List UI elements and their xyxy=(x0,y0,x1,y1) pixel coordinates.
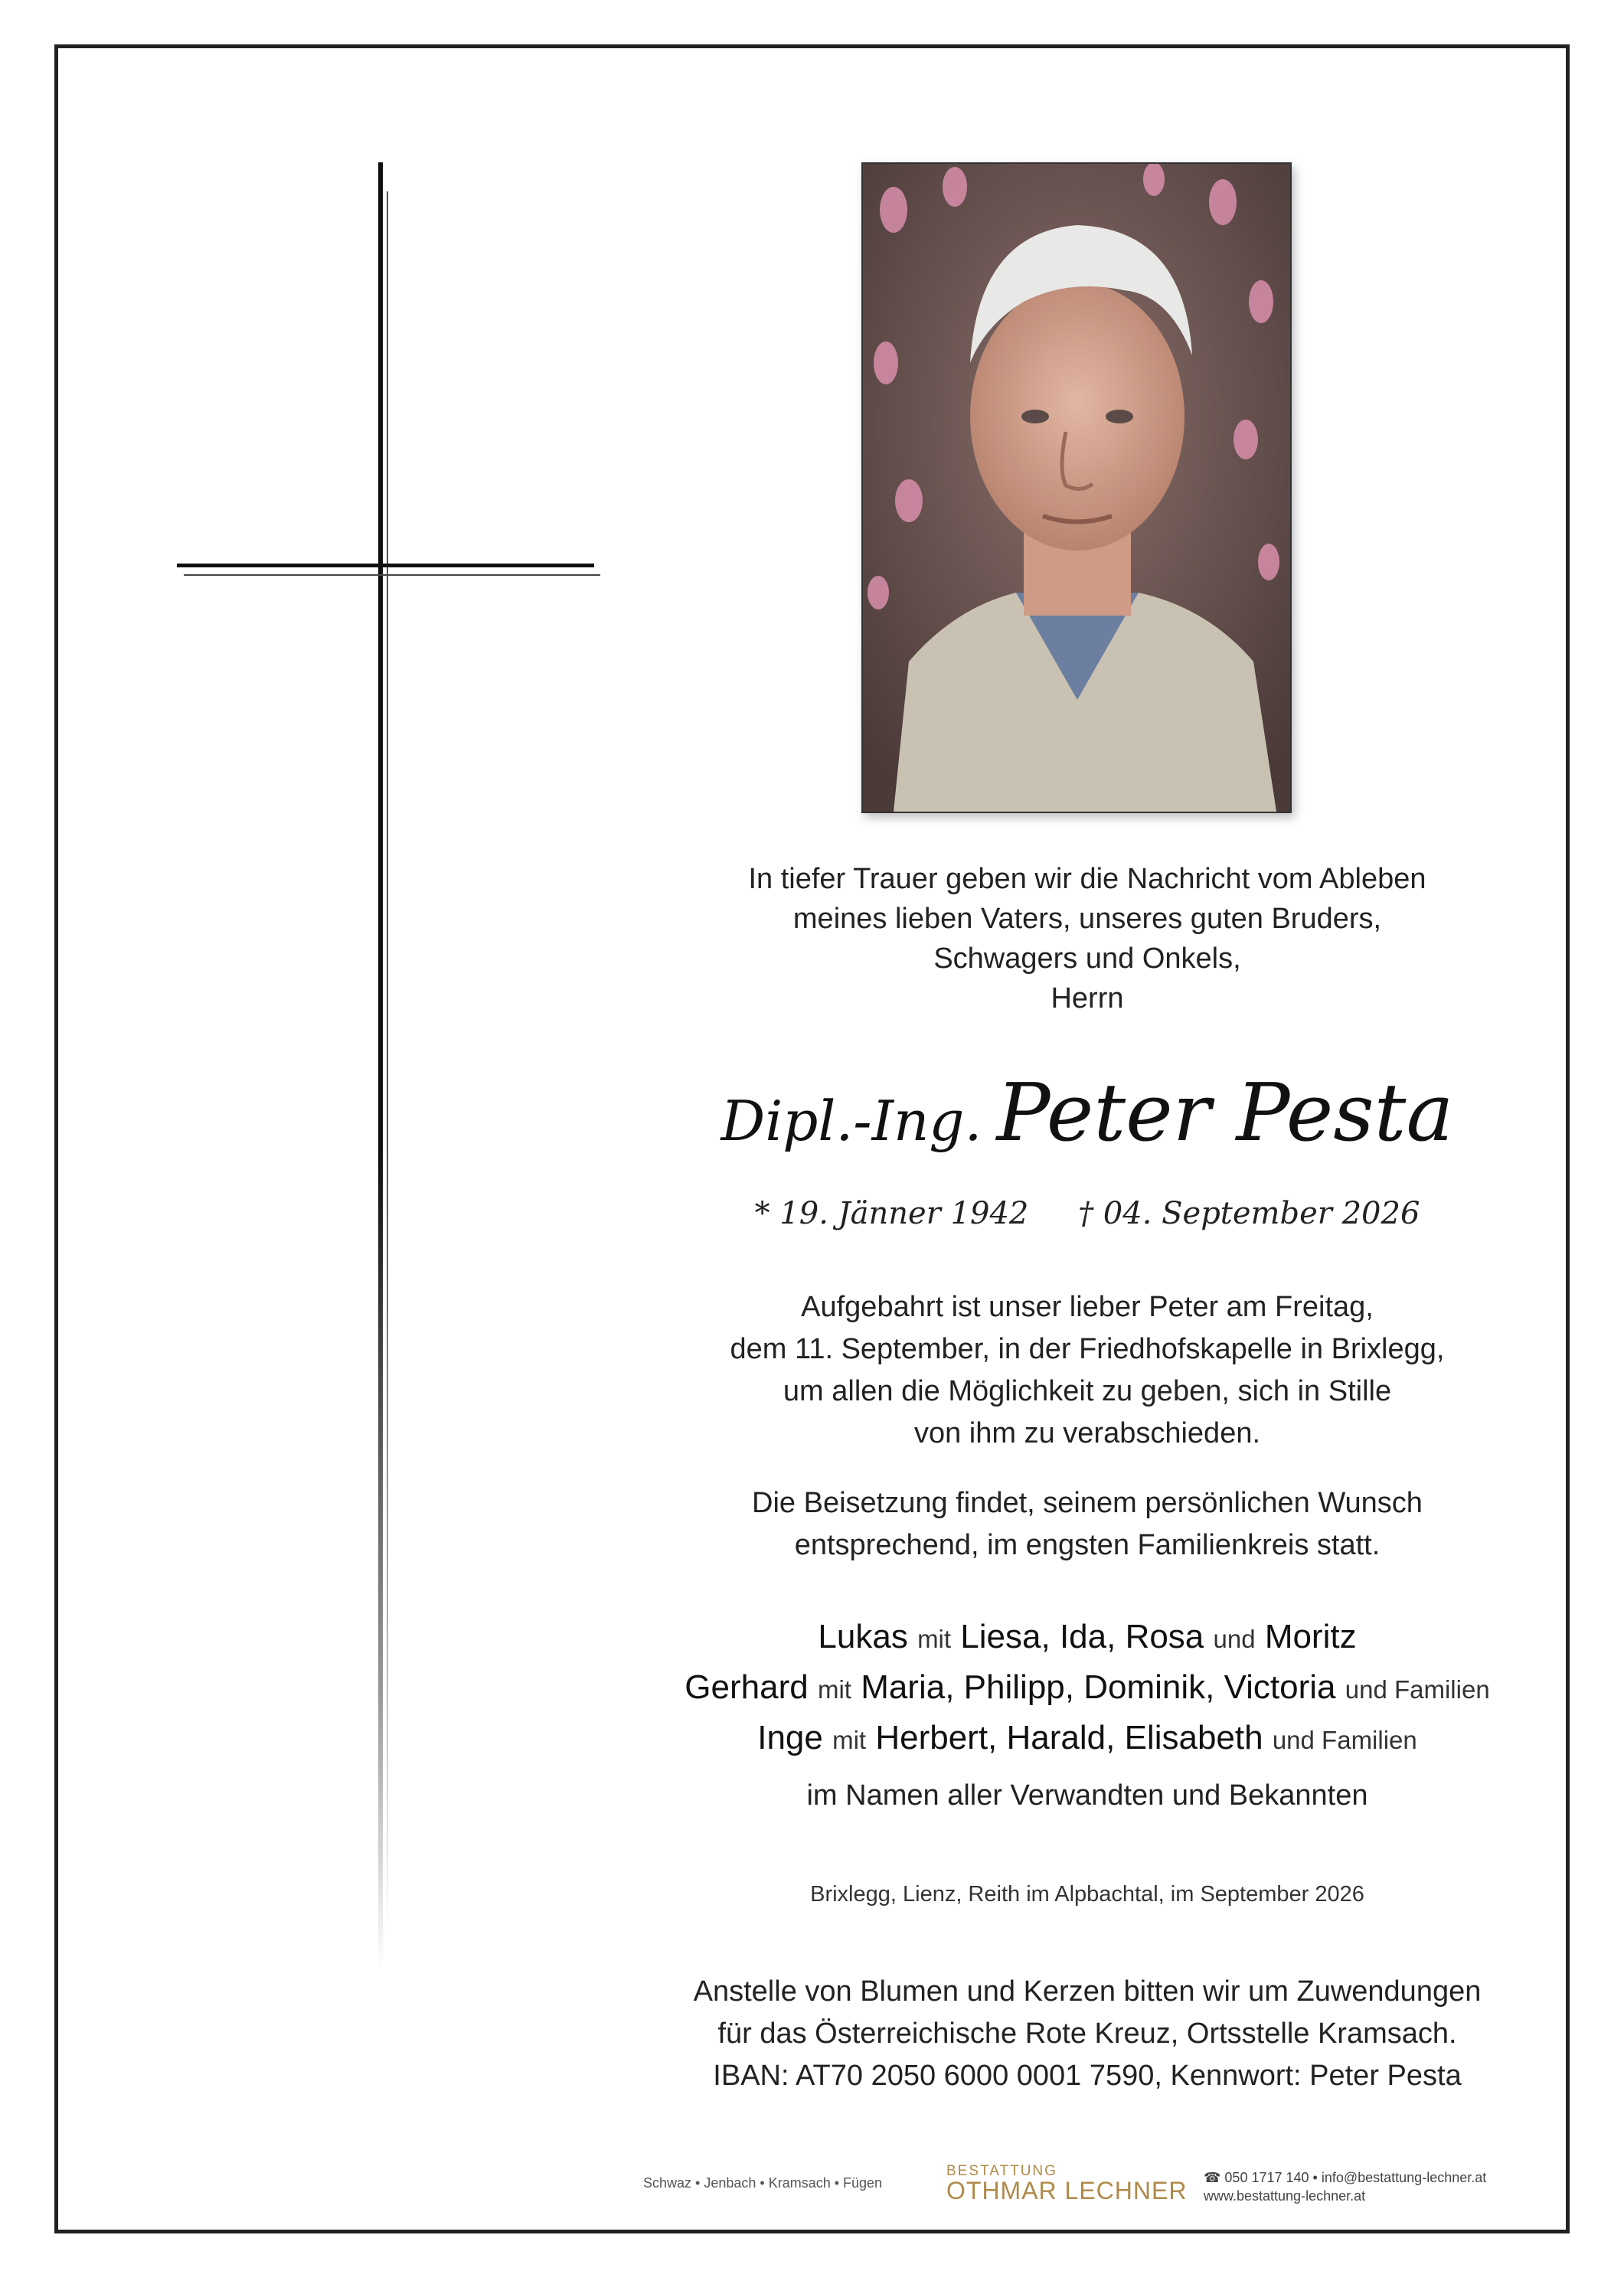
viewing-paragraph xyxy=(643,1286,1531,1455)
family-row: Inge mit Herbert, Harald, Elisabeth und Familien xyxy=(757,1719,1417,1756)
family-name: Victoria xyxy=(1224,1668,1336,1706)
contact-phone-email[interactable]: ☎ 050 1717 140 • info@bestattung-lechner.at xyxy=(1204,2170,1487,2185)
connector: und Familien xyxy=(1272,1726,1417,1754)
family-row: Gerhard mit Maria, Philipp, Dominik, Victoria und Familien xyxy=(685,1668,1490,1706)
burial-line: entsprechend, im engsten Familienkreis statt. xyxy=(794,1529,1381,1561)
deceased-name-heading xyxy=(643,1066,1531,1159)
connector: mit xyxy=(917,1625,952,1653)
viewing-line: dem 11. September, in der Friedhofskapelle in Brixlegg, xyxy=(730,1333,1445,1365)
family-name: Moritz xyxy=(1264,1618,1357,1655)
connector: und Familien xyxy=(1345,1675,1490,1704)
viewing-line: Aufgebahrt ist unser lieber Peter am Freitag, xyxy=(801,1291,1374,1323)
family-name: Lukas xyxy=(818,1618,908,1655)
donation-line: Anstelle von Blumen und Kerzen bitten wir um Zuwendungen xyxy=(693,1975,1482,2008)
family-name: Gerhard xyxy=(685,1668,809,1706)
family-name: Elisabeth xyxy=(1124,1719,1263,1756)
birth-date: * 19. Jänner 1942 xyxy=(754,1196,1029,1231)
burial-line: Die Beisetzung findet, seinem persönlichen Wunsch xyxy=(752,1487,1423,1519)
behalf-line: im Namen aller Verwandten und Bekannten xyxy=(806,1779,1368,1812)
connector: mit xyxy=(817,1675,851,1704)
logo-bottom: OTHMAR LECHNER xyxy=(946,2177,1188,2204)
intro-text xyxy=(643,859,1531,1018)
logo-top: BESTATTUNG xyxy=(946,2163,1057,2179)
intro-line: In tiefer Trauer geben wir die Nachricht vom Ableben xyxy=(748,863,1426,895)
footer-contact xyxy=(1204,2168,1486,2205)
contact-website[interactable]: www.bestattung-lechner.at xyxy=(1204,2188,1366,2204)
viewing-line: um allen die Möglichkeit zu geben, sich in Stille xyxy=(783,1375,1392,1407)
place-date: Brixlegg, Lienz, Reith im Alpbachtal, im September 2026 xyxy=(810,1882,1364,1907)
footer-towns: Schwaz • Jenbach • Kramsach • Fügen xyxy=(643,2175,883,2191)
deceased-name: Peter Pesta xyxy=(996,1066,1454,1159)
connector: und xyxy=(1213,1625,1256,1653)
family-name: Rosa xyxy=(1125,1618,1204,1655)
death-date: † 04. September 2026 xyxy=(1078,1196,1420,1231)
connector: mit xyxy=(832,1726,867,1754)
intro-line: Herrn xyxy=(1051,982,1124,1015)
intro-line: meines lieben Vaters, unseres guten Bruders, xyxy=(792,903,1382,935)
life-dates xyxy=(643,1196,1531,1231)
family-name: Maria xyxy=(861,1668,946,1706)
burial-paragraph xyxy=(643,1482,1531,1567)
family-name: Ida xyxy=(1059,1618,1107,1655)
portrait-photo xyxy=(861,162,1292,813)
donation-paragraph xyxy=(643,1971,1531,2097)
family-list xyxy=(643,1613,1531,1764)
family-name: Inge xyxy=(757,1719,823,1756)
funeral-home-logo xyxy=(946,2164,1187,2203)
family-name: Liesa xyxy=(960,1618,1041,1655)
family-name: Philipp xyxy=(963,1668,1065,1706)
intro-line: Schwagers und Onkels, xyxy=(933,943,1241,975)
academic-title: Dipl.-Ing. xyxy=(721,1089,982,1153)
family-name: Harald xyxy=(1006,1719,1106,1756)
family-name: Herbert xyxy=(875,1719,988,1756)
family-name: Dominik xyxy=(1083,1668,1206,1706)
viewing-line: von ihm zu verabschieden. xyxy=(913,1417,1261,1449)
donation-line: IBAN: AT70 2050 6000 0001 7590, Kennwort: Peter Pesta xyxy=(713,2060,1462,2092)
family-row: Lukas mit Liesa, Ida, Rosa und Moritz xyxy=(818,1618,1357,1655)
donation-line: für das Österreichische Rote Kreuz, Ortsstelle Kramsach. xyxy=(717,2018,1457,2050)
